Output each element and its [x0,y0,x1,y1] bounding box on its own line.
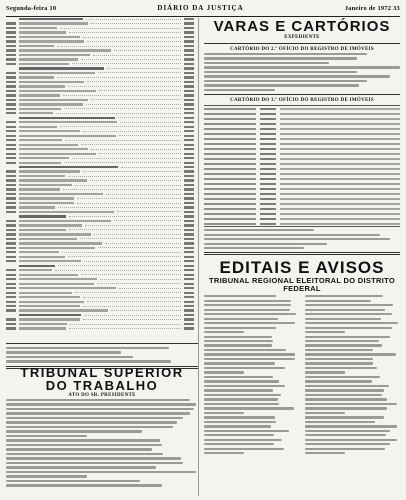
text-line [204,448,284,450]
cartorio-2-body [204,53,400,91]
text-line [305,344,382,346]
varas-title: VARAS E CARTÓRIOS [213,18,391,35]
text-line [204,380,278,382]
index-item [6,94,194,96]
dotted-leader-icon [91,99,181,100]
dotted-leader-icon [60,28,181,29]
index-item [6,144,194,146]
table-row [204,221,400,226]
dotted-leader-icon [107,68,181,69]
text-line [204,389,273,391]
dotted-leader-icon [90,180,181,181]
index-item [6,197,194,199]
dotted-leader-icon [64,108,181,109]
text-line [204,80,367,82]
text-line [305,322,399,324]
text-line [305,376,380,378]
index-item [6,45,194,47]
text-line [204,362,275,364]
dotted-leader-icon [99,90,181,91]
tst-title-line1: TRIBUNAL SUPERIOR [20,365,184,380]
text-line [305,331,345,333]
index-item [6,206,194,208]
text-line [305,452,345,454]
text-line [305,394,382,396]
text-line [6,351,121,353]
index-item [6,224,194,226]
index-item [6,54,194,56]
index-item [6,265,194,267]
dotted-leader-icon [57,77,181,78]
text-line [305,448,385,450]
text-line [204,367,285,369]
dotted-leader-icon [83,306,181,307]
text-line [204,452,244,454]
dotted-leader-icon [85,225,181,226]
text-line [305,336,390,338]
text-line [204,84,359,86]
text-line [204,62,329,64]
text-line [305,362,374,364]
text-line [6,435,87,437]
index-item [6,193,194,195]
dotted-leader-icon [62,252,181,253]
index-item [6,162,194,164]
dotted-leader-icon [83,171,181,172]
dotted-leader-icon [68,256,181,257]
index-item [6,49,194,51]
index-item [6,76,194,78]
text-line [204,376,273,378]
text-line [6,417,183,419]
dotted-leader-icon [65,140,181,141]
text-line [305,416,384,418]
header-date-right: Janeiro de 1972 33 [344,5,400,12]
dotted-leader-icon [77,198,181,199]
index-item [6,135,194,137]
page-header [6,4,400,17]
text-line [204,318,278,320]
index-item [6,179,194,181]
dotted-leader-icon [60,126,181,127]
text-line [204,349,286,351]
text-line [204,358,295,360]
dotted-leader-icon [81,274,181,275]
dotted-leader-icon [97,283,181,284]
cartorio-2-heading: CARTÓRIO DO 2.º OFÍCIO DO REGISTRO DE IMÓVEIS [230,47,374,52]
editais-col-2 [305,295,400,454]
index-item [6,184,194,186]
text-line [305,403,398,405]
index-item [6,283,194,285]
dotted-leader-icon [119,288,181,289]
text-line [305,434,386,436]
text-line [305,300,372,302]
text-line [204,238,390,240]
dotted-leader-icon [68,86,181,87]
tst-title-line2: DO TRABALHO [45,378,159,393]
text-line [204,434,274,436]
cartorio-3-heading: CARTÓRIO DO 3.º OFÍCIO DO REGISTRO DE IMÓVEIS [230,98,374,104]
dotted-leader-icon [57,46,181,47]
text-line [204,403,279,405]
text-line [204,295,276,297]
dotted-leader-icon [56,113,181,114]
editais-col-1 [204,295,299,454]
dotted-leader-icon [94,234,181,235]
dotted-leader-icon [100,279,181,280]
dotted-leader-icon [120,122,181,123]
text-line [204,322,295,324]
index-item [6,166,194,168]
text-line [305,353,397,355]
dotted-leader-icon [93,55,181,56]
index-item [6,269,194,271]
index-item [6,99,194,101]
text-line [305,358,374,360]
text-line [204,430,289,432]
text-line [204,416,275,418]
index-item [6,31,194,33]
text-line [204,243,327,245]
text-line [204,234,380,236]
index-item [6,170,194,172]
index-item [6,233,194,235]
editais-title: EDITAIS E AVISOS [219,258,385,278]
index-item [6,301,194,303]
dotted-leader-icon [69,229,181,230]
dotted-leader-icon [83,297,181,298]
index-item [6,117,194,119]
text-line [204,313,296,315]
columns [6,18,400,496]
index-item [6,85,194,87]
text-line [6,471,196,473]
dotted-leader-icon [77,203,181,204]
text-line [305,295,383,297]
dotted-leader-icon [72,63,181,64]
index-item [6,18,194,20]
text-line [204,336,272,338]
dotted-leader-icon [98,247,181,248]
masthead: DIÁRIO DA JUSTIÇA [157,4,244,12]
index-item [6,126,194,128]
text-line [204,300,291,302]
text-line [204,66,400,68]
index-item [6,287,194,289]
text-line [204,340,273,342]
dotted-leader-icon [64,162,181,163]
text-line [6,480,140,482]
text-line [204,443,274,445]
text-line [305,371,345,373]
index-list [6,18,194,330]
text-line [305,340,379,342]
text-line [6,412,190,414]
dotted-leader-icon [72,158,181,159]
dotted-leader-icon [99,153,181,154]
index-item [6,148,194,150]
text-line [204,344,272,346]
index-item [6,323,194,325]
dotted-leader-icon [87,81,181,82]
text-line [204,327,276,329]
text-line [305,313,393,315]
dotted-leader-icon [58,265,181,266]
dotted-leader-icon [84,315,181,316]
text-line [305,304,394,306]
dotted-leader-icon [70,324,181,325]
text-line [6,453,163,455]
dotted-leader-icon [87,301,181,302]
text-line [204,53,367,55]
dotted-leader-icon [68,176,181,177]
text-line [6,466,156,468]
index-item [6,188,194,190]
index-item [6,81,194,83]
index-item [6,63,194,65]
text-line [6,439,160,441]
index-item [6,112,194,114]
text-line [6,408,194,410]
index-item [6,121,194,123]
index-item [6,103,194,105]
dotted-leader-icon [114,220,181,221]
dotted-leader-icon [119,135,181,136]
index-item [6,309,194,311]
index-item [6,72,194,74]
text-line [6,462,183,464]
index-item [6,260,194,262]
text-line [305,385,389,387]
text-line [204,398,278,400]
index-item [6,215,194,217]
dotted-leader-icon [80,238,181,239]
index-item [6,157,194,159]
text-line [204,71,357,73]
index-item [6,67,194,69]
index-item [6,139,194,141]
dotted-leader-icon [91,23,181,24]
text-line [204,394,281,396]
tst-section [6,366,198,487]
dotted-leader-icon [83,319,181,320]
tst-act-heading: ATO DO SR. PRESIDENTE [68,393,136,398]
text-line [204,371,244,373]
index-item [6,36,194,38]
index-item [6,296,194,298]
index-item [6,220,194,222]
left-column [6,18,199,496]
text-line [305,327,393,329]
text-line [305,349,374,351]
text-line [6,475,87,477]
text-line [305,389,384,391]
text-line [305,430,391,432]
index-item [6,130,194,132]
dotted-leader-icon [83,131,181,132]
dotted-leader-icon [105,243,181,244]
dotted-leader-icon [81,59,181,60]
text-line [204,407,294,409]
text-line [6,426,173,428]
index-item [6,108,194,110]
dotted-leader-icon [63,189,181,190]
text-line [6,444,162,446]
text-line [305,367,378,369]
tst-body [6,399,198,487]
dotted-leader-icon [58,207,181,208]
text-line [6,360,171,362]
index-item [6,314,194,316]
newspaper-page [6,4,400,496]
dotted-leader-icon [114,50,181,51]
text-line [305,421,376,423]
text-line [6,484,162,486]
index-item [6,40,194,42]
dotted-leader-icon [81,144,181,145]
index-item [6,58,194,60]
text-line [305,380,373,382]
text-line [6,421,177,423]
index-item [6,256,194,258]
text-line [6,457,181,459]
text-line [6,430,142,432]
index-item [6,292,194,294]
registry-table [204,105,400,227]
index-item [6,274,194,276]
text-line [305,318,381,320]
text-line [305,443,391,445]
index-item [6,229,194,231]
text-line [6,399,190,401]
dotted-leader-icon [111,310,181,311]
index-item [6,153,194,155]
index-item [6,251,194,253]
index-item [6,238,194,240]
dotted-leader-icon [69,32,181,33]
text-line [204,412,244,414]
text-line [305,309,385,311]
dotted-leader-icon [75,292,181,293]
text-line [204,331,244,333]
text-line [204,439,282,441]
index-item [6,305,194,307]
text-line [305,425,398,427]
index-item [6,318,194,320]
text-line [204,304,291,306]
text-line [204,421,276,423]
text-line [6,347,169,349]
text-line [204,75,390,77]
index-item [6,90,194,92]
index-item [6,247,194,249]
dotted-leader-icon [86,19,181,20]
dotted-leader-icon [55,270,181,271]
expediente-label: EXPEDIENTE [284,35,320,40]
dotted-leader-icon [118,117,181,118]
right-column [199,18,400,496]
dotted-leader-icon [69,328,181,329]
text-line [305,407,387,409]
text-line [204,229,314,231]
text-line [204,57,357,59]
index-item [6,211,194,213]
tre-title: TRIBUNAL REGIONAL ELEITORAL DO DISTRITO FEDERAL [209,276,396,294]
dotted-leader-icon [69,216,181,217]
dotted-leader-icon [86,104,181,105]
editais-body [204,295,400,454]
text-line [204,385,285,387]
dotted-leader-icon [75,185,181,186]
index-item [6,27,194,29]
header-date-left: Segunda-feira 10 [6,5,57,12]
text-line [6,448,152,450]
dotted-leader-icon [117,211,181,212]
index-item [6,278,194,280]
text-line [204,309,290,311]
dotted-leader-icon [87,41,181,42]
dotted-leader-icon [98,72,181,73]
text-line [305,412,345,414]
index-item [6,327,194,329]
dotted-leader-icon [83,37,181,38]
text-line [204,247,304,249]
text-line [6,356,133,358]
dotted-leader-icon [84,261,181,262]
text-line [305,398,387,400]
index-item [6,242,194,244]
index-item [6,202,194,204]
dotted-leader-icon [106,194,181,195]
dotted-leader-icon [121,167,181,168]
index-item [6,175,194,177]
text-line [204,89,275,91]
text-line [305,439,398,441]
index-item [6,22,194,24]
text-line [204,425,271,427]
dotted-leader-icon [91,149,181,150]
dotted-leader-icon [63,95,181,96]
registry-notes [204,229,400,249]
text-line [204,353,295,355]
text-line [6,403,196,405]
